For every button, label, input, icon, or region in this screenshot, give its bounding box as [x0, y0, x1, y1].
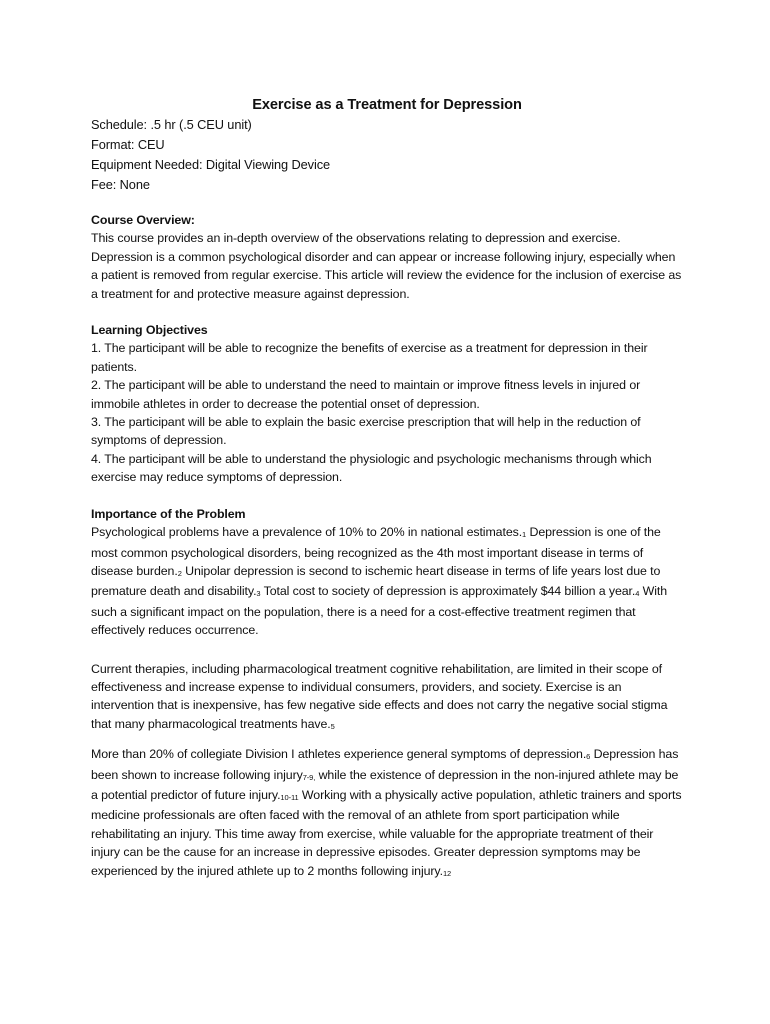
reference-marker: 2 — [177, 568, 182, 578]
format-line: Format: CEU — [91, 137, 165, 152]
learning-objectives-heading: Learning Objectives — [91, 323, 208, 338]
importance-paragraph-2 — [91, 660, 683, 736]
reference-marker: 5 — [330, 721, 335, 731]
objective-item: 4. The participant will be able to understand the physiologic and psychologic mechanisms through which exercise may reduce symptoms of depression. — [91, 451, 652, 485]
reference-marker: 3 — [256, 589, 261, 599]
sentence: Total cost to society of depression is approximately $44 billion a year. — [263, 584, 636, 599]
objective-item: 1. The participant will be able to recognize the benefits of exercise as a treatment for depression in their patients. — [91, 341, 648, 374]
reference-marker: 7-9, — [302, 772, 316, 782]
sentence: while the existence of depression in the non-injured athlete may be a potential predictor of future injury. — [91, 767, 679, 802]
equipment-line: Equipment Needed: Digital Viewing Device — [91, 157, 331, 172]
sentence: Working with a physically active population, athletic trainers and sports medicine professionals are often faced with the removal of an athlete from sport participation while rehabilitating an injury. This time away from exercise, while valuable for the appropriate treatment of their injury can be the cause for an increase in depressive episodes. Greater depression symptoms may be experienced by the injured athlete up to 2 months following injury. — [91, 787, 682, 878]
importance-paragraph-1 — [91, 523, 683, 639]
course-overview-text: This course provides an in-depth overview of the observations relating to depression and exercise. Depression is a common psychological disorder and can appear or increase following injury, especially when a patient is removed from regular exercise. This article will review the evidence for the inclusion of exercise as a treatment for and protective measure against depression. — [91, 231, 682, 301]
sentence: Depression is one of the most common psychological disorders, being recognized as the 4th most important disease in terms of disease burden. — [91, 525, 661, 578]
objective-item: 2. The participant will be able to understand the need to maintain or improve fitness levels in injured or immobile athletes in order to decrease the potential onset of depression. — [91, 378, 641, 411]
importance-paragraph-3 — [91, 745, 683, 882]
sentence: Depression has been shown to increase following injury — [91, 747, 679, 782]
document-body — [91, 95, 683, 882]
sentence: Unipolar depression is second to ischemic heart disease in terms of life years lost due to premature death and disability. — [91, 563, 661, 599]
sentence: Psychological problems have a prevalence of 10% to 20% in national estimates. — [91, 525, 523, 540]
importance-heading: Importance of the Problem — [91, 506, 246, 521]
fee-line: Fee: None — [91, 177, 150, 192]
schedule-line: Schedule: .5 hr (.5 CEU unit) — [91, 117, 252, 132]
document-title: Exercise as a Treatment for Depression — [252, 97, 522, 113]
course-overview-heading: Course Overview: — [91, 213, 195, 227]
reference-marker: 1 — [522, 530, 527, 540]
sentence: With such a significant impact on the population, there is a need for a cost-effective treatment regimen that effectively reduces occurrence. — [91, 584, 668, 638]
reference-marker: 6 — [586, 752, 591, 762]
reference-marker: 12 — [442, 868, 452, 878]
objective-item: 3. The participant will be able to explain the basic exercise prescription that will help in the reduction of symptoms of depression. — [91, 415, 641, 448]
sentence: More than 20% of collegiate Division I athletes experience general symptoms of depression. — [91, 747, 587, 762]
sentence: Current therapies, including pharmacological treatment cognitive rehabilitation, are limited in their scope of effectiveness and increase expense to individual consumers, providers, and society. Exercise is an intervention that is inexpensive, has few negative side effects and does not carry the negative social stigma that many pharmacological treatments have. — [91, 661, 668, 731]
reference-marker: 10-11 — [280, 792, 299, 802]
reference-marker: 4 — [635, 589, 640, 599]
